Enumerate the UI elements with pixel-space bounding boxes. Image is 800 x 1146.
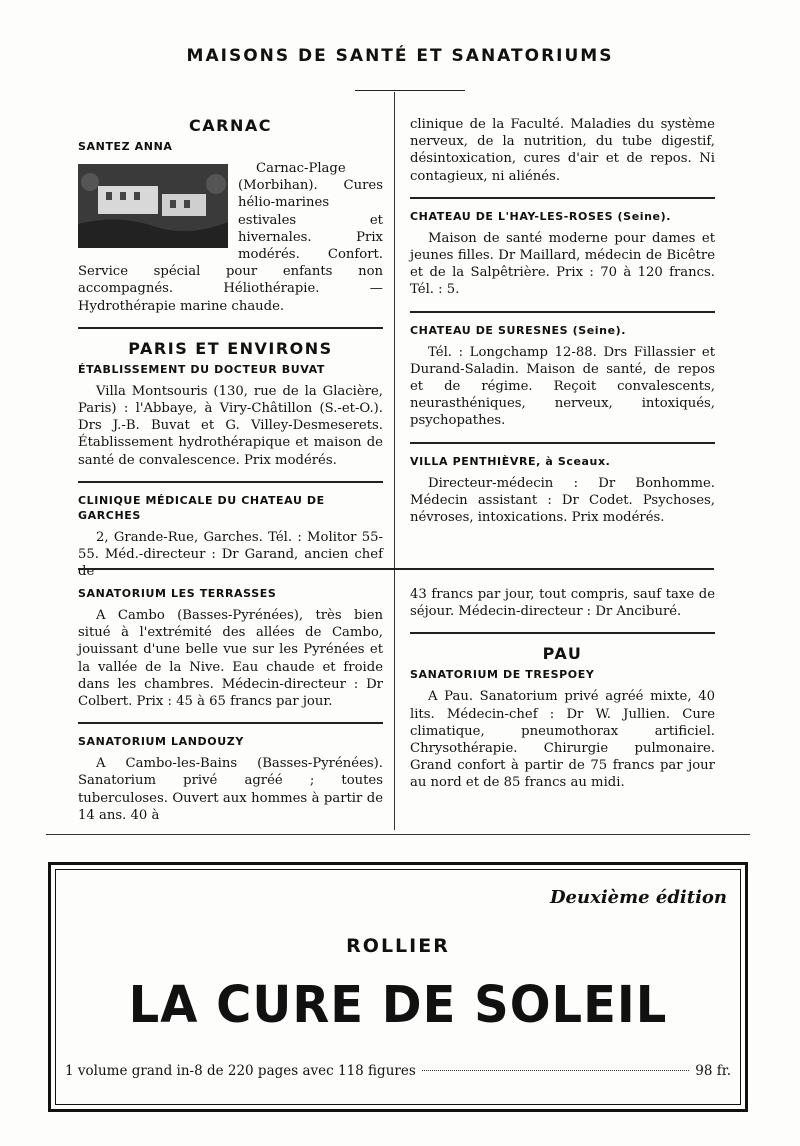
section-rule [78, 327, 383, 329]
entry-heading-garches: CLINIQUE MÉDICALE DU CHATEAU DE GARCHES [78, 493, 325, 522]
entry-heading-trespoey: SANATORIUM DE TRESPOEY [410, 668, 595, 682]
entry-heading-buvat: ÉTABLISSEMENT DU DOCTEUR BUVAT [78, 362, 325, 376]
title-rule [355, 90, 465, 91]
entry-heading-penthievre: VILLA PENTHIÈVRE, à Sceaux. [410, 454, 611, 468]
entry-text-landouzy: A Cambo-les-Bains (Basses-Pyrénées). Sanatorium privé agréé ; toutes tuberculoses. Ouvert aux hommes à partir de 14 ans. 40 à [78, 756, 383, 823]
section-rule [410, 197, 715, 199]
column-divider-top [394, 92, 395, 572]
ad-price: 98 fr. [695, 1063, 731, 1079]
sanatorium-illustration [78, 164, 228, 248]
right-column-top [410, 116, 715, 526]
section-rule [78, 722, 383, 724]
entry-text-garches-continued: clinique de la Faculté. Maladies du système nerveux, de la nutrition, du tube digestif, désintoxication, cures d'air et de repos. Ni contagieux, ni aliénés. [410, 117, 715, 184]
entry-text-santez-anna: Carnac-Plage (Morbihan). Cures hélio-marines estivales et hivernales. Prix modérés. Confort. Service spécial pour enfants non accompagnés. Héliothérapie. — Hydrothérapie marine chaude. [78, 161, 383, 314]
section-rule [410, 442, 715, 444]
entry-text-hay-les-roses: Maison de santé moderne pour dames et jeunes filles. Dr Maillard, médecin de Bicêtre et de la Salpêtrière. Prix : 70 à 120 francs. Tél. : 5. [410, 230, 715, 298]
ad-author: ROLLIER [346, 935, 450, 957]
ad-book-title: LA CURE DE SOLEIL [128, 975, 668, 1035]
left-column-bottom [78, 586, 383, 824]
entry-text-landouzy-continued: 43 francs par jour, tout compris, sauf taxe de séjour. Médecin-directeur : Dr Anciburé. [410, 587, 715, 620]
entry-heading-hay-les-roses: CHATEAU DE L'HAY-LES-ROSES (Seine). [410, 209, 672, 223]
entry-heading-santez-anna: SANTEZ ANNA [78, 140, 173, 153]
section-rule [410, 311, 715, 313]
left-column-top [78, 116, 383, 580]
mid-page-rule [78, 568, 714, 570]
entry-heading-landouzy: SANATORIUM LANDOUZY [78, 735, 244, 749]
entry-text-garches: 2, Grande-Rue, Garches. Tél. : Molitor 55-55. Méd.-directeur : Dr Garand, ancien chef de [78, 529, 383, 580]
city-pau: PAU [542, 644, 583, 664]
ad-leader-dots [422, 1070, 690, 1071]
entry-text-suresnes: Tél. : Longchamp 12-88. Drs Fillassier et Durand-Saladin. Maison de santé, de repos et de régime. Reçoit convalescents, neurasthéniques, nerveux, intoxiqués, psychopathes. [410, 344, 715, 429]
entry-heading-terrasses: SANATORIUM LES TERRASSES [78, 587, 277, 600]
entry-text-trespoey: A Pau. Sanatorium privé agréé mixte, 40 lits. Médecin-chef : Dr W. Jullien. Cure climatique, pneumothorax artificiel. Chrysothérapie. Chirurgie pulmonaire. Grand confort à partir de 75 francs par jour au nord et de 85 francs au midi. [410, 689, 715, 791]
entry-santez-anna [78, 160, 383, 315]
entry-heading-suresnes: CHATEAU DE SURESNES (Seine). [410, 323, 627, 337]
book-advertisement [48, 862, 748, 1112]
section-rule [410, 632, 715, 634]
section-rule [78, 481, 383, 483]
right-column-bottom [410, 586, 715, 792]
entry-text-terrasses: A Cambo (Basses-Pyrénées), très bien situé à l'extrémité des allées de Cambo, jouissant d'une belle vue sur les Pyrénées et la vallée de la Nive. Eau chaude et froide dans les chambres. Médecin-directeur : Dr Colbert. Prix : 45 à 65 francs par jour. [78, 608, 383, 710]
entry-text-buvat: Villa Montsouris (130, rue de la Glacière, Paris) : l'Abbaye, à Viry-Châtillon (S.-et-O.). Drs J.-B. Buvat et G. Villey-Desmeserets. Établissement hydrothérapique et maison de santé de convalescence. Prix modérés. [78, 383, 383, 468]
ad-edition: Deuxième édition [549, 887, 727, 908]
ad-volume-description: 1 volume grand in-8 de 220 pages avec 118 figures [65, 1063, 416, 1079]
column-divider-bottom [394, 572, 395, 830]
city-carnac: CARNAC [189, 116, 272, 135]
city-paris: PARIS ET ENVIRONS [128, 338, 333, 358]
footer-rule [46, 834, 750, 835]
ad-volume-line [65, 1063, 731, 1079]
entry-text-penthievre: Directeur-médecin : Dr Bonhomme. Médecin assistant : Dr Codet. Psychoses, névroses, intoxications. Prix modérés. [410, 475, 715, 526]
page-title: MAISONS DE SANTÉ ET SANATORIUMS [186, 46, 614, 66]
